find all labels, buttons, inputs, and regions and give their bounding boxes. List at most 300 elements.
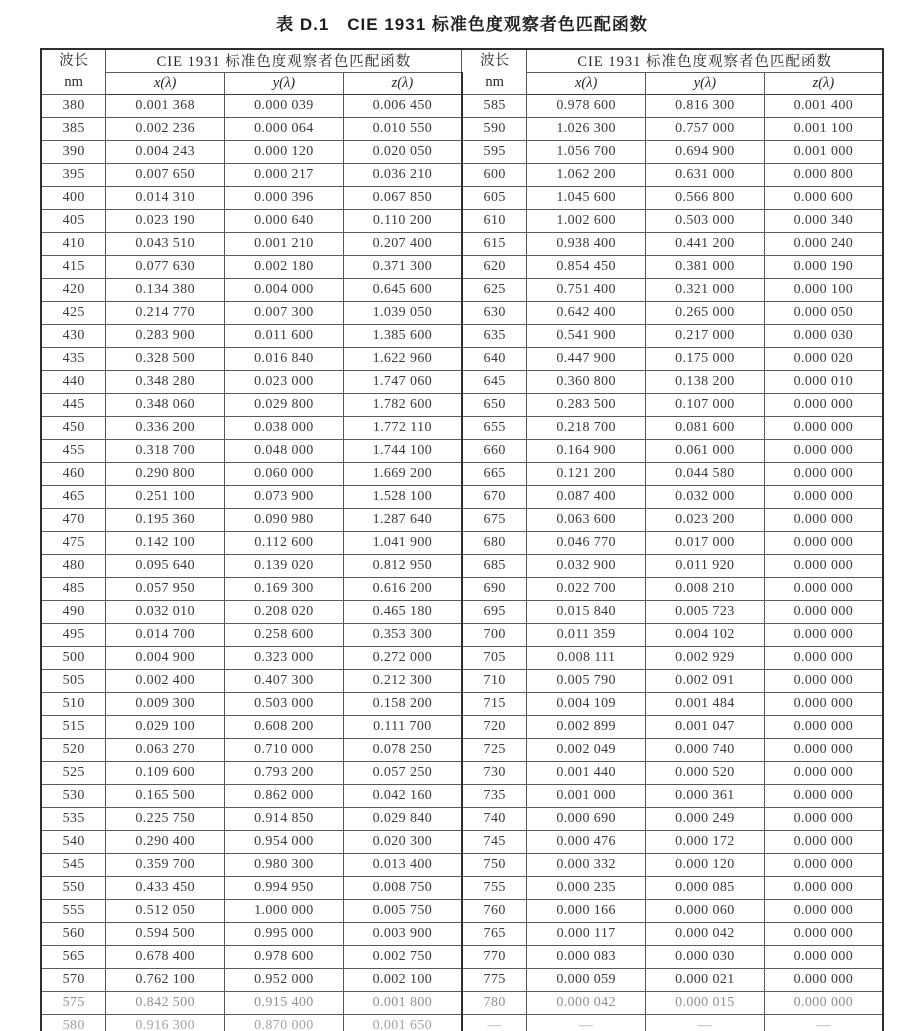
table-row bbox=[41, 417, 883, 440]
value-cell: 0.001 368 bbox=[106, 95, 225, 118]
value-cell: 0.000 042 bbox=[646, 923, 765, 946]
value-cell: 0.000 020 bbox=[764, 348, 883, 371]
value-cell: 0.000 117 bbox=[527, 923, 646, 946]
wavelength-cell: 425 bbox=[41, 302, 106, 325]
value-cell: 1.002 600 bbox=[527, 210, 646, 233]
wavelength-cell: 525 bbox=[41, 762, 106, 785]
wavelength-cell: 710 bbox=[462, 670, 527, 693]
wavelength-cell: 700 bbox=[462, 624, 527, 647]
wavelength-cell: 550 bbox=[41, 877, 106, 900]
wavelength-cell: 630 bbox=[462, 302, 527, 325]
wavelength-cell: 595 bbox=[462, 141, 527, 164]
value-cell: 0.000 000 bbox=[764, 555, 883, 578]
value-cell: 1.528 100 bbox=[343, 486, 462, 509]
value-cell: 0.138 200 bbox=[646, 371, 765, 394]
value-cell: 0.512 050 bbox=[106, 900, 225, 923]
group-header-right: CIE 1931 标准色度观察者色匹配函数 bbox=[527, 49, 883, 72]
value-cell: 0.348 060 bbox=[106, 394, 225, 417]
value-cell: 0.000 690 bbox=[527, 808, 646, 831]
value-cell: 0.067 850 bbox=[343, 187, 462, 210]
value-cell: 0.000 217 bbox=[225, 164, 344, 187]
value-cell: 0.265 000 bbox=[646, 302, 765, 325]
value-cell: 0.000 050 bbox=[764, 302, 883, 325]
wavelength-cell: 670 bbox=[462, 486, 527, 509]
z-bar-header-right: z(λ) bbox=[764, 72, 883, 95]
value-cell: 0.503 000 bbox=[225, 693, 344, 716]
value-cell: 0.002 899 bbox=[527, 716, 646, 739]
value-cell: 0.061 000 bbox=[646, 440, 765, 463]
value-cell: 0.328 500 bbox=[106, 348, 225, 371]
value-cell: 0.323 000 bbox=[225, 647, 344, 670]
value-cell: 0.016 840 bbox=[225, 348, 344, 371]
value-cell: 0.995 000 bbox=[225, 923, 344, 946]
wavelength-cell: 565 bbox=[41, 946, 106, 969]
table-row bbox=[41, 348, 883, 371]
value-cell: 1.041 900 bbox=[343, 532, 462, 555]
table-row bbox=[41, 555, 883, 578]
table-row bbox=[41, 624, 883, 647]
value-cell: 0.381 000 bbox=[646, 256, 765, 279]
value-cell: 0.005 723 bbox=[646, 601, 765, 624]
value-cell: 0.000 000 bbox=[764, 716, 883, 739]
value-cell: 0.001 800 bbox=[343, 992, 462, 1015]
value-cell: 0.004 000 bbox=[225, 279, 344, 302]
value-cell: 0.042 160 bbox=[343, 785, 462, 808]
value-cell: 1.385 600 bbox=[343, 325, 462, 348]
wavelength-cell: 535 bbox=[41, 808, 106, 831]
wavelength-cell: 760 bbox=[462, 900, 527, 923]
value-cell: 0.015 840 bbox=[527, 601, 646, 624]
value-cell: 0.044 580 bbox=[646, 463, 765, 486]
table-body bbox=[41, 95, 883, 1031]
wavelength-cell: 600 bbox=[462, 164, 527, 187]
wavelength-cell: 390 bbox=[41, 141, 106, 164]
value-cell: 0.000 000 bbox=[764, 532, 883, 555]
header-row-group bbox=[41, 49, 883, 72]
table-row bbox=[41, 1015, 883, 1031]
value-cell: — bbox=[764, 1015, 883, 1031]
table-row bbox=[41, 716, 883, 739]
value-cell: 0.208 020 bbox=[225, 601, 344, 624]
value-cell: 0.010 550 bbox=[343, 118, 462, 141]
value-cell: 0.139 020 bbox=[225, 555, 344, 578]
value-cell: 0.000 396 bbox=[225, 187, 344, 210]
value-cell: 0.348 280 bbox=[106, 371, 225, 394]
table-row bbox=[41, 164, 883, 187]
value-cell: 0.000 000 bbox=[764, 509, 883, 532]
wavelength-header-left bbox=[41, 49, 106, 95]
value-cell: 0.029 100 bbox=[106, 716, 225, 739]
table-row bbox=[41, 279, 883, 302]
wavelength-cell: 385 bbox=[41, 118, 106, 141]
table-row bbox=[41, 210, 883, 233]
value-cell: 0.000 030 bbox=[764, 325, 883, 348]
table-row bbox=[41, 831, 883, 854]
value-cell: 0.353 300 bbox=[343, 624, 462, 647]
table-row bbox=[41, 256, 883, 279]
wavelength-cell: 615 bbox=[462, 233, 527, 256]
value-cell: 0.359 700 bbox=[106, 854, 225, 877]
value-cell: 0.645 600 bbox=[343, 279, 462, 302]
wavelength-cell: 440 bbox=[41, 371, 106, 394]
wavelength-label: 波长 bbox=[59, 53, 89, 69]
value-cell: 0.000 000 bbox=[764, 762, 883, 785]
value-cell: 0.218 700 bbox=[527, 417, 646, 440]
value-cell: 0.165 500 bbox=[106, 785, 225, 808]
wavelength-cell: 625 bbox=[462, 279, 527, 302]
wavelength-cell: 570 bbox=[41, 969, 106, 992]
wavelength-cell: 740 bbox=[462, 808, 527, 831]
value-cell: 0.095 640 bbox=[106, 555, 225, 578]
wavelength-cell: 400 bbox=[41, 187, 106, 210]
wavelength-cell: 640 bbox=[462, 348, 527, 371]
value-cell: 0.842 500 bbox=[106, 992, 225, 1015]
value-cell: 0.008 210 bbox=[646, 578, 765, 601]
wavelength-cell: 410 bbox=[41, 233, 106, 256]
value-cell: 0.007 300 bbox=[225, 302, 344, 325]
value-cell: 0.915 400 bbox=[225, 992, 344, 1015]
value-cell: 0.283 500 bbox=[527, 394, 646, 417]
value-cell: 0.000 000 bbox=[764, 854, 883, 877]
value-cell: 0.000 172 bbox=[646, 831, 765, 854]
wavelength-cell: 655 bbox=[462, 417, 527, 440]
value-cell: 0.109 600 bbox=[106, 762, 225, 785]
table-row bbox=[41, 141, 883, 164]
value-cell: 0.000 000 bbox=[764, 463, 883, 486]
value-cell: 0.566 800 bbox=[646, 187, 765, 210]
value-cell: 0.000 000 bbox=[764, 992, 883, 1015]
value-cell: 0.000 000 bbox=[764, 739, 883, 762]
value-cell: 0.164 900 bbox=[527, 440, 646, 463]
value-cell: 0.594 500 bbox=[106, 923, 225, 946]
value-cell: 0.217 000 bbox=[646, 325, 765, 348]
value-cell: 0.009 300 bbox=[106, 693, 225, 716]
value-cell: 0.433 450 bbox=[106, 877, 225, 900]
value-cell: 0.000 235 bbox=[527, 877, 646, 900]
wavelength-cell: 735 bbox=[462, 785, 527, 808]
value-cell: 0.710 000 bbox=[225, 739, 344, 762]
z-bar-header-left: z(λ) bbox=[343, 72, 462, 95]
value-cell: 0.000 039 bbox=[225, 95, 344, 118]
value-cell: 0.063 270 bbox=[106, 739, 225, 762]
value-cell: 0.441 200 bbox=[646, 233, 765, 256]
value-cell: — bbox=[646, 1015, 765, 1031]
table-row bbox=[41, 578, 883, 601]
value-cell: 0.087 400 bbox=[527, 486, 646, 509]
value-cell: 0.914 850 bbox=[225, 808, 344, 831]
wavelength-cell: 720 bbox=[462, 716, 527, 739]
value-cell: 0.107 000 bbox=[646, 394, 765, 417]
value-cell: 0.631 000 bbox=[646, 164, 765, 187]
wavelength-label: 波长 bbox=[480, 53, 510, 69]
value-cell: 0.000 059 bbox=[527, 969, 646, 992]
value-cell: 0.000 085 bbox=[646, 877, 765, 900]
wavelength-cell: 460 bbox=[41, 463, 106, 486]
table-row bbox=[41, 95, 883, 118]
wavelength-cell: 490 bbox=[41, 601, 106, 624]
wavelength-cell: 560 bbox=[41, 923, 106, 946]
wavelength-cell: — bbox=[462, 1015, 527, 1031]
value-cell: 0.038 000 bbox=[225, 417, 344, 440]
wavelength-cell: 540 bbox=[41, 831, 106, 854]
table-row bbox=[41, 670, 883, 693]
table-title bbox=[40, 8, 884, 35]
value-cell: 0.283 900 bbox=[106, 325, 225, 348]
value-cell: 0.134 380 bbox=[106, 279, 225, 302]
value-cell: 0.000 000 bbox=[764, 601, 883, 624]
wavelength-cell: 635 bbox=[462, 325, 527, 348]
value-cell: 1.045 600 bbox=[527, 187, 646, 210]
wavelength-cell: 465 bbox=[41, 486, 106, 509]
value-cell: 0.000 042 bbox=[527, 992, 646, 1015]
table-row bbox=[41, 785, 883, 808]
table-row bbox=[41, 532, 883, 555]
value-cell: 0.000 015 bbox=[646, 992, 765, 1015]
value-cell: 0.952 000 bbox=[225, 969, 344, 992]
wavelength-cell: 755 bbox=[462, 877, 527, 900]
value-cell: 0.994 950 bbox=[225, 877, 344, 900]
value-cell: 0.002 929 bbox=[646, 647, 765, 670]
value-cell: 0.023 200 bbox=[646, 509, 765, 532]
value-cell: 0.251 100 bbox=[106, 486, 225, 509]
wavelength-cell: 690 bbox=[462, 578, 527, 601]
table-row bbox=[41, 739, 883, 762]
wavelength-cell: 420 bbox=[41, 279, 106, 302]
group-header-left: CIE 1931 标准色度观察者色匹配函数 bbox=[106, 49, 462, 72]
table-number: 表 D.1 bbox=[276, 15, 330, 34]
value-cell: 0.258 600 bbox=[225, 624, 344, 647]
wavelength-cell: 590 bbox=[462, 118, 527, 141]
value-cell: 1.039 050 bbox=[343, 302, 462, 325]
value-cell: 0.978 600 bbox=[527, 95, 646, 118]
value-cell: 0.642 400 bbox=[527, 302, 646, 325]
value-cell: 0.029 800 bbox=[225, 394, 344, 417]
wavelength-cell: 505 bbox=[41, 670, 106, 693]
table-row bbox=[41, 647, 883, 670]
value-cell: 1.744 100 bbox=[343, 440, 462, 463]
table-row bbox=[41, 187, 883, 210]
value-cell: 0.001 000 bbox=[527, 785, 646, 808]
value-cell: 0.916 300 bbox=[106, 1015, 225, 1031]
wavelength-cell: 770 bbox=[462, 946, 527, 969]
value-cell: 0.000 600 bbox=[764, 187, 883, 210]
value-cell: 1.026 300 bbox=[527, 118, 646, 141]
wavelength-unit: nm bbox=[485, 74, 504, 90]
value-cell: 0.816 300 bbox=[646, 95, 765, 118]
value-cell: 0.090 980 bbox=[225, 509, 344, 532]
value-cell: 0.000 166 bbox=[527, 900, 646, 923]
value-cell: 0.000 000 bbox=[764, 578, 883, 601]
table-row bbox=[41, 463, 883, 486]
wavelength-cell: 445 bbox=[41, 394, 106, 417]
value-cell: 0.000 030 bbox=[646, 946, 765, 969]
wavelength-cell: 545 bbox=[41, 854, 106, 877]
wavelength-cell: 500 bbox=[41, 647, 106, 670]
value-cell: 0.812 950 bbox=[343, 555, 462, 578]
table-row bbox=[41, 992, 883, 1015]
value-cell: 0.014 310 bbox=[106, 187, 225, 210]
y-bar-header-right: y(λ) bbox=[646, 72, 765, 95]
value-cell: 0.001 440 bbox=[527, 762, 646, 785]
wavelength-cell: 380 bbox=[41, 95, 106, 118]
value-cell: 0.011 920 bbox=[646, 555, 765, 578]
table-row bbox=[41, 762, 883, 785]
value-cell: 1.622 960 bbox=[343, 348, 462, 371]
value-cell: 0.002 180 bbox=[225, 256, 344, 279]
value-cell: 0.678 400 bbox=[106, 946, 225, 969]
wavelength-cell: 415 bbox=[41, 256, 106, 279]
table-row bbox=[41, 509, 883, 532]
value-cell: 1.782 600 bbox=[343, 394, 462, 417]
wavelength-cell: 485 bbox=[41, 578, 106, 601]
value-cell: 0.005 790 bbox=[527, 670, 646, 693]
y-bar-header-left: y(λ) bbox=[225, 72, 344, 95]
value-cell: 0.207 400 bbox=[343, 233, 462, 256]
value-cell: 0.000 640 bbox=[225, 210, 344, 233]
wavelength-unit: nm bbox=[64, 74, 83, 90]
value-cell: 0.000 000 bbox=[764, 877, 883, 900]
wavelength-cell: 765 bbox=[462, 923, 527, 946]
value-cell: 0.002 236 bbox=[106, 118, 225, 141]
value-cell: 0.169 300 bbox=[225, 578, 344, 601]
value-cell: 0.000 000 bbox=[764, 785, 883, 808]
wavelength-cell: 605 bbox=[462, 187, 527, 210]
value-cell: 0.000 000 bbox=[764, 394, 883, 417]
value-cell: 0.043 510 bbox=[106, 233, 225, 256]
value-cell: 0.142 100 bbox=[106, 532, 225, 555]
wavelength-cell: 585 bbox=[462, 95, 527, 118]
value-cell: 0.793 200 bbox=[225, 762, 344, 785]
wavelength-cell: 515 bbox=[41, 716, 106, 739]
value-cell: 0.001 400 bbox=[764, 95, 883, 118]
value-cell: 0.000 060 bbox=[646, 900, 765, 923]
table-row bbox=[41, 302, 883, 325]
table-row bbox=[41, 808, 883, 831]
value-cell: 0.000 000 bbox=[764, 486, 883, 509]
value-cell: 0.036 210 bbox=[343, 164, 462, 187]
value-cell: 0.000 000 bbox=[764, 670, 883, 693]
value-cell: 0.000 000 bbox=[764, 923, 883, 946]
value-cell: 0.002 400 bbox=[106, 670, 225, 693]
table-row bbox=[41, 371, 883, 394]
wavelength-cell: 750 bbox=[462, 854, 527, 877]
value-cell: 0.013 400 bbox=[343, 854, 462, 877]
value-cell: 0.616 200 bbox=[343, 578, 462, 601]
table-row bbox=[41, 854, 883, 877]
value-cell: 0.447 900 bbox=[527, 348, 646, 371]
table-row bbox=[41, 877, 883, 900]
value-cell: 1.772 110 bbox=[343, 417, 462, 440]
value-cell: 0.762 100 bbox=[106, 969, 225, 992]
wavelength-cell: 705 bbox=[462, 647, 527, 670]
value-cell: 0.272 000 bbox=[343, 647, 462, 670]
wavelength-cell: 495 bbox=[41, 624, 106, 647]
wavelength-cell: 665 bbox=[462, 463, 527, 486]
value-cell: 0.371 300 bbox=[343, 256, 462, 279]
value-cell: 0.004 102 bbox=[646, 624, 765, 647]
value-cell: 0.000 000 bbox=[764, 417, 883, 440]
value-cell: 0.000 361 bbox=[646, 785, 765, 808]
table-row bbox=[41, 923, 883, 946]
value-cell: 0.000 000 bbox=[764, 647, 883, 670]
value-cell: 0.017 000 bbox=[646, 532, 765, 555]
value-cell: 0.000 120 bbox=[225, 141, 344, 164]
value-cell: 0.954 000 bbox=[225, 831, 344, 854]
value-cell: 0.214 770 bbox=[106, 302, 225, 325]
value-cell: 0.212 300 bbox=[343, 670, 462, 693]
value-cell: 0.002 750 bbox=[343, 946, 462, 969]
wavelength-cell: 430 bbox=[41, 325, 106, 348]
wavelength-cell: 475 bbox=[41, 532, 106, 555]
value-cell: 0.000 120 bbox=[646, 854, 765, 877]
value-cell: 0.000 000 bbox=[764, 831, 883, 854]
value-cell: 0.002 091 bbox=[646, 670, 765, 693]
value-cell: 1.287 640 bbox=[343, 509, 462, 532]
value-cell: 0.057 250 bbox=[343, 762, 462, 785]
value-cell: 0.465 180 bbox=[343, 601, 462, 624]
value-cell: 0.000 240 bbox=[764, 233, 883, 256]
value-cell: 0.011 600 bbox=[225, 325, 344, 348]
value-cell: 0.032 900 bbox=[527, 555, 646, 578]
value-cell: — bbox=[527, 1015, 646, 1031]
value-cell: 0.023 000 bbox=[225, 371, 344, 394]
value-cell: 0.111 700 bbox=[343, 716, 462, 739]
value-cell: 0.000 520 bbox=[646, 762, 765, 785]
value-cell: 0.318 700 bbox=[106, 440, 225, 463]
value-cell: 0.022 700 bbox=[527, 578, 646, 601]
value-cell: 0.004 243 bbox=[106, 141, 225, 164]
value-cell: 1.000 000 bbox=[225, 900, 344, 923]
value-cell: 0.110 200 bbox=[343, 210, 462, 233]
value-cell: 0.000 083 bbox=[527, 946, 646, 969]
value-cell: 0.078 250 bbox=[343, 739, 462, 762]
value-cell: 0.081 600 bbox=[646, 417, 765, 440]
value-cell: 0.001 100 bbox=[764, 118, 883, 141]
wavelength-cell: 435 bbox=[41, 348, 106, 371]
value-cell: 0.694 900 bbox=[646, 141, 765, 164]
value-cell: 0.000 000 bbox=[764, 946, 883, 969]
wavelength-cell: 715 bbox=[462, 693, 527, 716]
value-cell: 0.046 770 bbox=[527, 532, 646, 555]
value-cell: 0.023 190 bbox=[106, 210, 225, 233]
value-cell: 0.063 600 bbox=[527, 509, 646, 532]
value-cell: 0.336 200 bbox=[106, 417, 225, 440]
wavelength-cell: 520 bbox=[41, 739, 106, 762]
value-cell: 0.004 109 bbox=[527, 693, 646, 716]
value-cell: 0.000 000 bbox=[764, 900, 883, 923]
wavelength-cell: 685 bbox=[462, 555, 527, 578]
table-caption: CIE 1931 标准色度观察者色匹配函数 bbox=[347, 15, 648, 34]
value-cell: 0.029 840 bbox=[343, 808, 462, 831]
wavelength-cell: 620 bbox=[462, 256, 527, 279]
value-cell: 0.073 900 bbox=[225, 486, 344, 509]
cmf-table bbox=[40, 48, 884, 1031]
value-cell: 0.007 650 bbox=[106, 164, 225, 187]
value-cell: 0.541 900 bbox=[527, 325, 646, 348]
value-cell: 0.008 111 bbox=[527, 647, 646, 670]
wavelength-cell: 775 bbox=[462, 969, 527, 992]
value-cell: 0.225 750 bbox=[106, 808, 225, 831]
value-cell: 1.669 200 bbox=[343, 463, 462, 486]
value-cell: 0.854 450 bbox=[527, 256, 646, 279]
value-cell: 0.862 000 bbox=[225, 785, 344, 808]
x-bar-header-left: x(λ) bbox=[106, 72, 225, 95]
value-cell: 0.000 190 bbox=[764, 256, 883, 279]
value-cell: 0.360 800 bbox=[527, 371, 646, 394]
value-cell: 0.978 600 bbox=[225, 946, 344, 969]
value-cell: 0.001 047 bbox=[646, 716, 765, 739]
value-cell: 0.000 249 bbox=[646, 808, 765, 831]
